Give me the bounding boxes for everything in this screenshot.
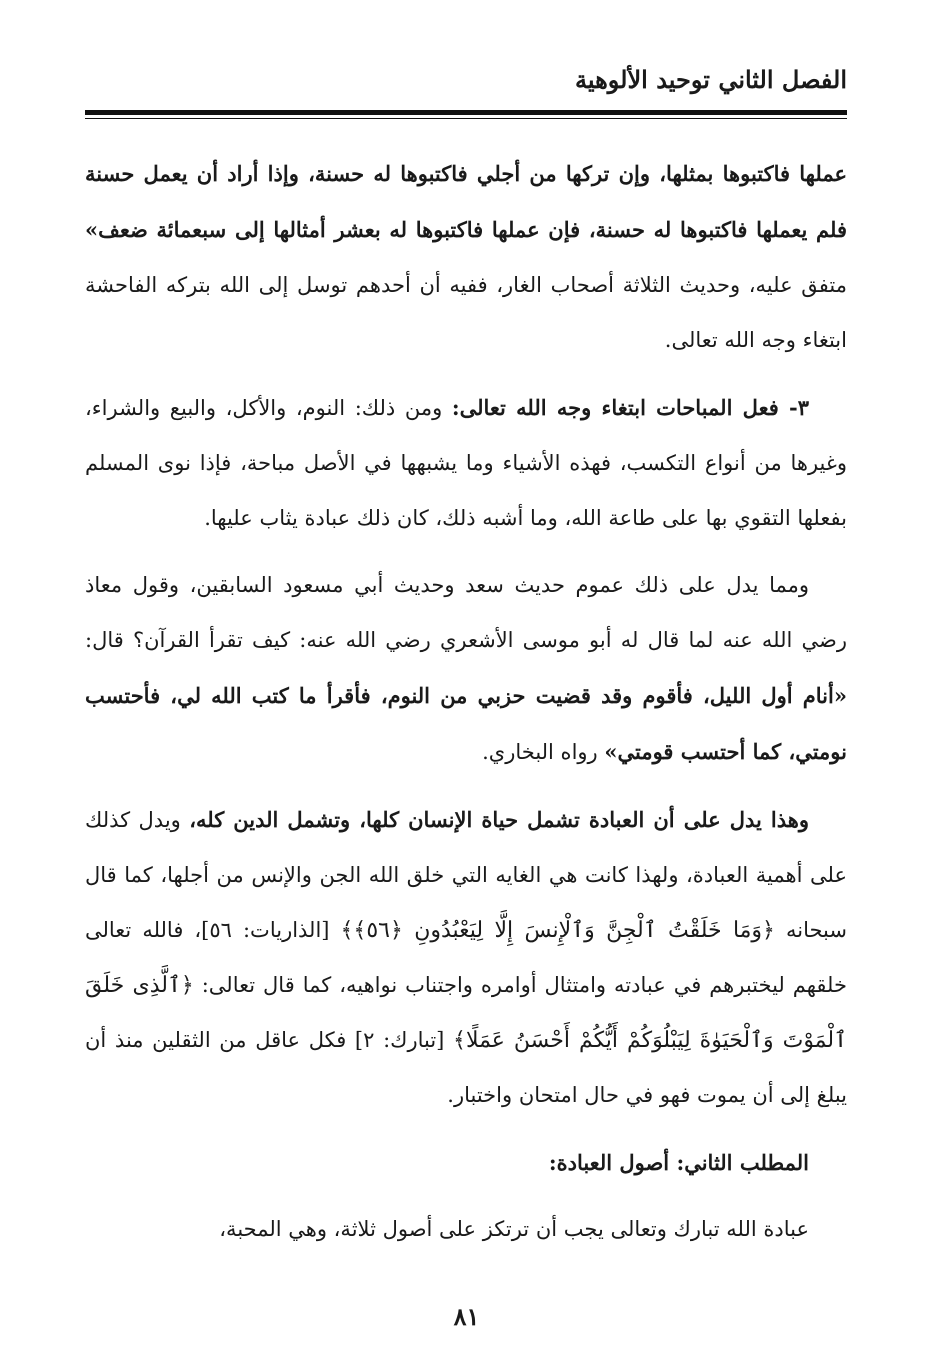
page-body (85, 146, 847, 1269)
paragraph-text: [تبارك: ٢] فكل عاقل من الثقلين منذ أن يبلغ إلى أن يموت فهو في حال امتحان واختبار. (85, 1028, 847, 1107)
paragraph-evidence (85, 558, 847, 780)
paragraph-permissible-acts (85, 380, 847, 546)
paragraph-worship-scope (85, 792, 847, 1123)
page-number: ٨١ (453, 1302, 480, 1331)
paragraph-hadith-continuation (85, 146, 847, 368)
section-subheading: المطلب الثاني: أصول العبادة: (548, 1150, 809, 1175)
hadith-text: «أنام أول الليل، فأقوم وقد قضيت حزبي من النوم، فأقرأ ما كتب الله لي، فأحتسب نومتي، كما أحتسب قومتي» (85, 683, 847, 764)
quran-verse: ﴿وَمَا خَلَقْتُ ٱلْجِنَّ وَٱلْإِنسَ إِلَّا لِيَعْبُدُونِ ﴿٥٦﴾﴾ (340, 918, 775, 943)
paragraph-foundations: عبادة الله تبارك وتعالى يجب أن ترتكز على أصول ثلاثة، وهي المحبة، (219, 1217, 809, 1241)
paragraph-text: [الذاريات: ٥٦]، فالله تعالى خلقهم ليختبرهم في عبادته وامتثال أوامره واجتناب نواهيه، كما قال تعالى: (85, 918, 847, 997)
running-header: الفصل الثاني توحيد الألوهية (575, 65, 847, 94)
paragraph-text: ومما يدل على ذلك عموم حديث سعد وحديث أبي مسعود السابقين، وقول معاذ رضي الله عنه لما قال له أبو موسى الأشعري رضي الله عنه: كيف تقرأ القرآن؟ قال: (85, 573, 847, 652)
paragraph-text: ومن ذلك: النوم، والأكل، والبيع والشراء، وغيرها من أنواع التكسب، فهذه الأشياء وما يشبهها في الأصل مباحة، فإذا نوى المسلم بفعلها التقوي بها على طاعة الله، وما أشبه ذلك، كان ذلك عبادة يثاب عليها. (85, 396, 847, 530)
paragraph-text: رواه البخاري. (482, 740, 605, 764)
emphasis-text: وهذا يدل على أن العبادة تشمل حياة الإنسان كلها، وتشمل الدين كله، (189, 807, 809, 832)
hadith-text: عملها فاكتبوها بمثلها، وإن تركها من أجلي فاكتبوها له حسنة، وإذا أراد أن يعمل حسنة فلم يعملها فاكتبوها له حسنة، فإن عملها فاكتبوها له بعشر أمثالها إلى سبعمائة ضعف» (85, 161, 847, 242)
paragraph-text: متفق عليه، وحديث الثلاثة أصحاب الغار، ففيه أن أحدهم توسل إلى الله بتركه الفاحشة ابتغاء وجه الله تعالى. (85, 273, 847, 352)
point-heading: ٣- فعل المباحات ابتغاء وجه الله تعالى: (451, 395, 809, 420)
header-rule-thick (85, 110, 847, 115)
header-rule-thin (85, 118, 847, 119)
paragraph-text: ويدل كذلك على أهمية العبادة، ولهذا كانت هي الغايه التي خلق الله الجن والإنس من أجلها، كما قال سبحانه (85, 808, 847, 942)
quran-verse: ﴿ٱلَّذِى خَلَقَ ٱلْمَوْتَ وَٱلْحَيَوٰةَ لِيَبْلُوَكُمْ أَيُّكُمْ أَحْسَنُ عَمَلًا﴾ (85, 973, 847, 1053)
